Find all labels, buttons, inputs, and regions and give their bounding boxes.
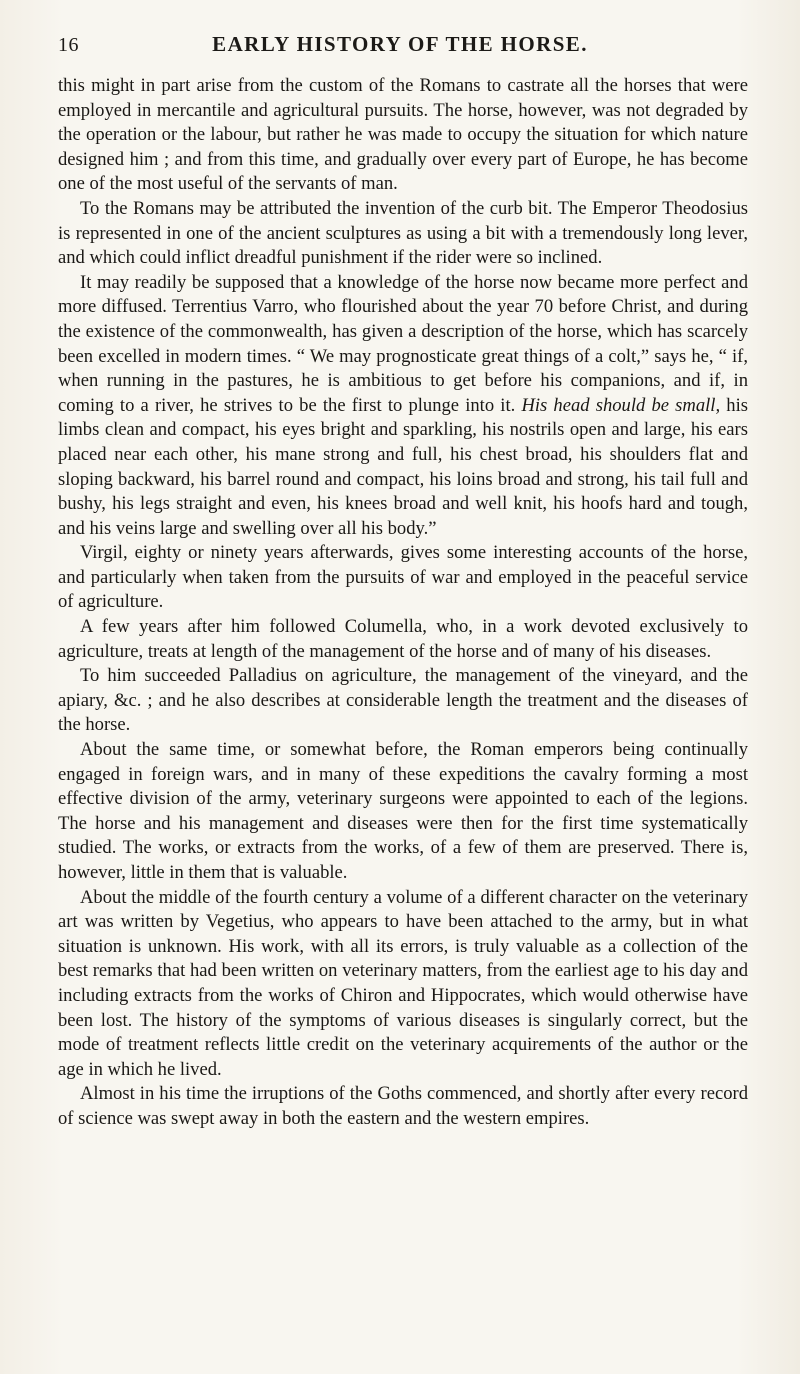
paragraph-text-continued: his limbs clean and compact, his eyes bright and sparkling, his nostrils open and large, his ears placed near each other, his mane strong and full, his chest broad, his shoulders flat and sloping backward, his barrel round and compact, his loins broad and strong, his tail full and bushy, his legs straight and even, his knees broad and well knit, his hoofs hard and tough, and his veins large and swelling over all his body.”: [58, 394, 748, 539]
paragraph-text: To the Romans may be attributed the invention of the curb bit. The Emperor Theodosius is represented in one of the ancient sculptures as using a bit with a tremendously long lever, and which could inflict dreadful punishment if the rider were so inclined.: [58, 197, 748, 269]
paragraph: [58, 197, 748, 271]
paragraph: [58, 615, 748, 664]
page-number: 16: [58, 34, 79, 56]
paragraph: [58, 664, 748, 738]
page-header: [58, 32, 742, 66]
italic-phrase: His head should be small,: [521, 394, 721, 416]
body-text: [58, 74, 748, 1132]
paragraph: [58, 271, 748, 542]
paragraph-text: It may readily be supposed that a knowledge of the horse now became more perfect and more diffused. Terrentius Varro, who flourished about the year 70 before Christ, and during the existence of the commonwealth, has given a description of the horse, which has scarcely been excelled in modern times. “ We may prognosticate great things of a colt,” says he, “ if, when running in the pastures, he is ambitious to get before his companions, and if, in coming to a river, he strives to be the first to plunge into it.: [58, 271, 748, 416]
paragraph: [58, 886, 748, 1083]
paragraph: [58, 541, 748, 615]
paragraph: [58, 1082, 748, 1131]
paragraph-text: To him succeeded Palladius on agriculture, the management of the vineyard, and the apiary, &c. ; and he also describes at considerable length the treatment and the diseases of the horse.: [58, 665, 748, 736]
paragraph-text: About the middle of the fourth century a volume of a different character on the veterinary art was written by Vegetius, who appears to have been attached to the army, but in what situation is unknown. His work, with all its errors, is truly valuable as a collection of the best remarks that had been written on veterinary matters, from the earliest age to his day and including extracts from the works of Chiron and Hippocrates, which would otherwise have been lost. The history of the symptoms of various diseases is singularly correct, but the mode of treatment reflects little credit on the veterinary acquirements of the author or the age in which he lived.: [58, 886, 748, 1080]
paragraph-text: Virgil, eighty or ninety years afterwards, gives some interesting accounts of the horse, and particularly when taken from the pursuits of war and employed in the peaceful service of agriculture.: [58, 542, 748, 613]
paragraph: [58, 738, 748, 886]
paragraph-text: this might in part arise from the custom of the Romans to castrate all the horses that were employed in mercantile and agricultural pursuits. The horse, however, was not degraded by the operation or the labour, but rather he was made to occupy the situation for which nature designed him ; and from this time, and gradually over every part of Europe, he has become one of the most useful of the servants of man.: [58, 75, 748, 195]
paragraph-text: Almost in his time the irruptions of the Goths commenced, and shortly after every record of science was swept away in both the eastern and the western empires.: [58, 1083, 748, 1129]
running-title: EARLY HISTORY OF THE HORSE.: [212, 32, 588, 56]
paragraph: [58, 74, 748, 197]
paragraph-text: About the same time, or somewhat before, the Roman emperors being continually engaged in foreign wars, and in many of these expeditions the cavalry forming a most effective division of the army, veterinary surgeons were appointed to each of the legions. The horse and his management and diseases were then for the first time systematically studied. The works, or extracts from the works, of a few of them are preserved. There is, however, little in them that is valuable.: [58, 739, 748, 883]
paragraph-text: A few years after him followed Columella, who, in a work devoted exclusively to agriculture, treats at length of the management of the horse and of many of his diseases.: [58, 616, 748, 662]
